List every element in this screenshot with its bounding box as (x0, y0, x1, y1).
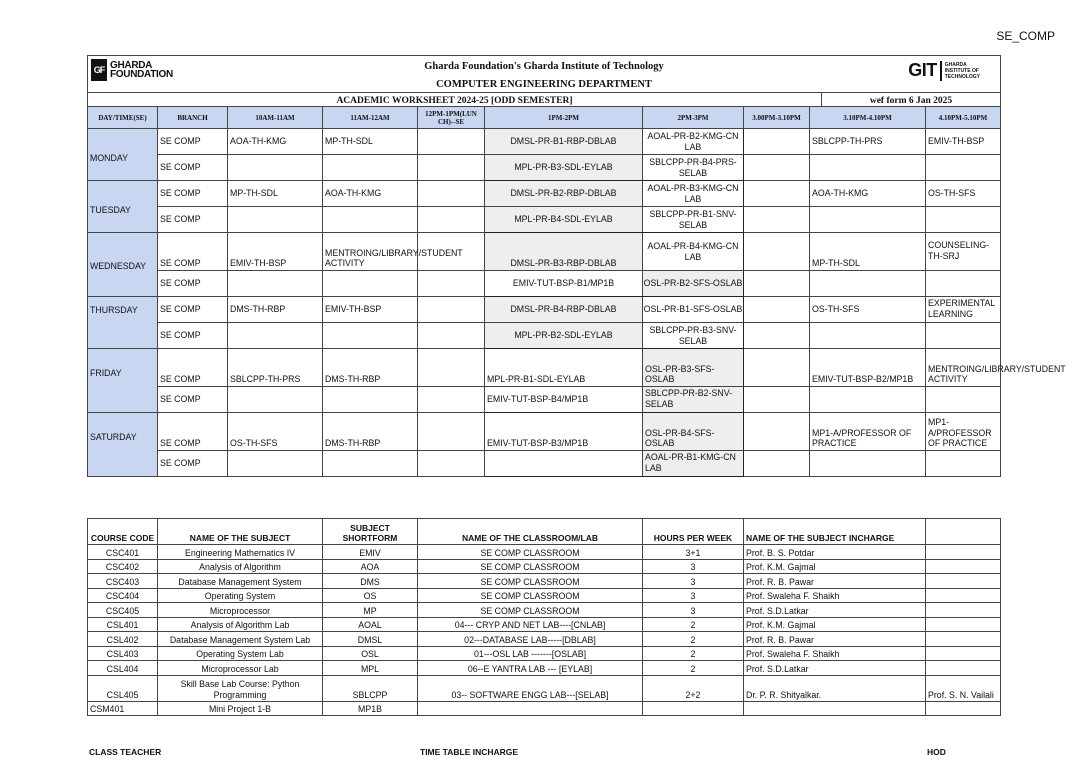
slot-lunch (418, 387, 485, 413)
co-incharge (926, 661, 1001, 676)
course-code: CSC404 (88, 588, 158, 603)
classroom: SE COMP CLASSROOM (418, 588, 643, 603)
classroom: 03-- SOFTWARE ENGG LAB---[SELAB] (418, 675, 643, 701)
slot-lunch (418, 413, 485, 451)
subject-name: Database Management System (158, 574, 323, 589)
wef-date: wef form 6 Jan 2025 (822, 93, 1001, 109)
slot-310pm (810, 323, 926, 349)
table-row (88, 323, 1001, 349)
slot-410pm (926, 451, 1001, 477)
slot-410pm: EMIV-TH-BSP (926, 129, 1001, 155)
co-incharge (926, 588, 1001, 603)
subject-name: Database Management System Lab (158, 632, 323, 647)
subject-name: Operating System (158, 588, 323, 603)
slot-11am: MENTROING/LIBRARY/STUDENT ACTIVITY (323, 233, 418, 271)
slot-310pm: AOA-TH-KMG (810, 181, 926, 207)
slot-1pm: DMSL-PR-B1-RBP-DBLAB (485, 129, 643, 155)
table-row (88, 129, 1001, 155)
slot-break (744, 413, 810, 451)
slot-break (744, 155, 810, 181)
slot-break (744, 233, 810, 271)
department-name: COMPUTER ENGINEERING DEPARTMENT (436, 79, 652, 90)
slot-lunch (418, 297, 485, 323)
slot-2pm: AOAL-PR-B4-KMG-CN LAB (643, 233, 744, 271)
day-cell (88, 181, 158, 233)
co-incharge (926, 559, 1001, 574)
slot-10am: OS-TH-SFS (228, 413, 323, 451)
slot-11am (323, 155, 418, 181)
hours-per-week: 2 (643, 646, 744, 661)
col-11am: 11AM-12AM (323, 107, 418, 129)
subject-name: Skill Base Lab Course: Python Programming (158, 675, 323, 701)
slot-2pm: OSL-PR-B1-SFS-OSLAB (643, 297, 744, 323)
hours-per-week (643, 701, 744, 716)
slot-lunch (418, 207, 485, 233)
slot-10am (228, 207, 323, 233)
slot-11am: AOA-TH-KMG (323, 181, 418, 207)
logo-right-line2: INSTITUTE OF (944, 67, 979, 74)
slot-1pm: EMIV-TUT-BSP-B3/MP1B (485, 413, 643, 451)
slot-lunch (418, 451, 485, 477)
subject-shortform: EMIV (323, 545, 418, 560)
gf-logo-mark: GF (91, 59, 107, 81)
course-code: CSL402 (88, 632, 158, 647)
classroom: SE COMP CLASSROOM (418, 559, 643, 574)
timetable (87, 106, 1066, 477)
subject-shortform: DMS (323, 574, 418, 589)
slot-10am (228, 387, 323, 413)
slot-410pm (926, 387, 1001, 413)
logo-left-line2: FOUNDATION (110, 69, 173, 80)
slot-410pm: COUNSELING-TH-SRJ (926, 233, 1001, 271)
hours-per-week: 3 (643, 574, 744, 589)
table-row (88, 559, 1001, 574)
table-row (88, 155, 1001, 181)
slot-11am (323, 451, 418, 477)
table-row (88, 233, 1001, 271)
slot-310pm: MP-TH-SDL (810, 233, 926, 271)
table-row (88, 387, 1001, 413)
slot-1pm: EMIV-TUT-BSP-B4/MP1B (485, 387, 643, 413)
slot-10am: AOA-TH-KMG (228, 129, 323, 155)
subject-incharge: Prof. K.M. Gajmal (744, 559, 926, 574)
table-row (88, 603, 1001, 618)
subject-name: Operating System Lab (158, 646, 323, 661)
table-row (88, 588, 1001, 603)
co-incharge (926, 545, 1001, 560)
slot-10am: DMS-TH-RBP (228, 297, 323, 323)
slot-10am (228, 271, 323, 297)
table-row (88, 181, 1001, 207)
slot-310pm (810, 207, 926, 233)
slot-11am: DMS-TH-RBP (323, 349, 418, 387)
timetable-incharge-signature: TIME TABLE INCHARGE (420, 747, 519, 757)
subject-name: Analysis of Algorithm (158, 559, 323, 574)
subject-incharge: Prof. R. B. Pawar (744, 632, 926, 647)
course-code: CSC401 (88, 545, 158, 560)
table-row (88, 413, 1001, 451)
slot-1pm: DMSL-PR-B3-RBP-DBLAB (485, 233, 643, 271)
timetable-header-row (88, 107, 1001, 129)
branch-cell: SE COMP (158, 207, 228, 233)
branch-cell: SE COMP (158, 181, 228, 207)
col-410pm: 4.10PM-5.10PM (926, 107, 1001, 129)
subject-shortform: OS (323, 588, 418, 603)
subject-shortform: AOAL (323, 617, 418, 632)
day-cell (88, 233, 158, 297)
slot-310pm: EMIV-TUT-BSP-B2/MP1B (810, 349, 926, 387)
slot-break (744, 323, 810, 349)
slot-break (744, 387, 810, 413)
worksheet-title: ACADEMIC WORKSHEET 2024-25 [ODD SEMESTER] (88, 93, 822, 109)
table-row (88, 661, 1001, 676)
slot-310pm (810, 155, 926, 181)
table-row (88, 297, 1001, 323)
slot-1pm: MPL-PR-B1-SDL-EYLAB (485, 349, 643, 387)
slot-310pm: OS-TH-SFS (810, 297, 926, 323)
subject-incharge: Prof. S.D.Latkar (744, 661, 926, 676)
branch-cell: SE COMP (158, 155, 228, 181)
subject-name: Microprocessor (158, 603, 323, 618)
slot-lunch (418, 323, 485, 349)
slot-310pm (810, 271, 926, 297)
subject-incharge: Prof. R. B. Pawar (744, 574, 926, 589)
table-row (88, 349, 1001, 387)
slot-break (744, 271, 810, 297)
subject-name: Analysis of Algorithm Lab (158, 617, 323, 632)
branch-cell: SE COMP (158, 349, 228, 387)
branch-cell: SE COMP (158, 297, 228, 323)
col-classroom: NAME OF THE CLASSROOM/LAB (418, 519, 643, 545)
subject-name: Mini Project 1-B (158, 701, 323, 716)
slot-2pm: OSL-PR-B4-SFS-OSLAB (643, 413, 744, 451)
co-incharge (926, 632, 1001, 647)
slot-break (744, 297, 810, 323)
slot-410pm: OS-TH-SFS (926, 181, 1001, 207)
col-310pm: 3.10PM-4.10PM (810, 107, 926, 129)
slot-10am (228, 451, 323, 477)
classroom: 04--- CRYP AND NET LAB----[CNLAB] (418, 617, 643, 632)
subject-incharge: Prof. K.M. Gajmal (744, 617, 926, 632)
col-incharge: NAME OF THE SUBJECT INCHARGE (744, 519, 926, 545)
col-subject-name: NAME OF THE SUBJECT (158, 519, 323, 545)
co-incharge (926, 701, 1001, 716)
course-code: CSM401 (88, 701, 158, 716)
slot-10am: MP-TH-SDL (228, 181, 323, 207)
day-cell (88, 129, 158, 181)
classroom: SE COMP CLASSROOM (418, 603, 643, 618)
slot-lunch (418, 155, 485, 181)
logo-divider (940, 61, 942, 81)
table-row (88, 574, 1001, 589)
slot-410pm: MP1-A/PROFESSOR OF PRACTICE (926, 413, 1001, 451)
slot-11am (323, 387, 418, 413)
course-code: CSC405 (88, 603, 158, 618)
slot-2pm: SBLCPP-PR-B4-PRS-SELAB (643, 155, 744, 181)
co-incharge (926, 646, 1001, 661)
slot-410pm (926, 207, 1001, 233)
co-incharge: Prof. S. N. Vailali (926, 675, 1001, 701)
table-row (88, 701, 1001, 716)
slot-2pm: OSL-PR-B3-SFS-OSLAB (643, 349, 744, 387)
co-incharge (926, 574, 1001, 589)
course-table (87, 518, 1001, 716)
slot-lunch (418, 271, 485, 297)
slot-2pm: OSL-PR-B2-SFS-OSLAB (643, 271, 744, 297)
course-code: CSL403 (88, 646, 158, 661)
slot-1pm: MPL-PR-B3-SDL-EYLAB (485, 155, 643, 181)
hours-per-week: 3 (643, 559, 744, 574)
class-teacher-signature: CLASS TEACHER (89, 747, 162, 757)
slot-11am (323, 207, 418, 233)
slot-2pm: SBLCPP-PR-B1-SNV-SELAB (643, 207, 744, 233)
hours-per-week: 3 (643, 588, 744, 603)
subject-shortform: AOA (323, 559, 418, 574)
slot-2pm: SBLCPP-PR-B2-SNV-SELAB (643, 387, 744, 413)
col-1pm: 1PM-2PM (485, 107, 643, 129)
col-subject-shortform: SUBJECT SHORTFORM (323, 519, 418, 545)
slot-11am: EMIV-TH-BSP (323, 297, 418, 323)
classroom: 02---DATABASE LAB-----[DBLAB] (418, 632, 643, 647)
slot-10am: EMIV-TH-BSP (228, 233, 323, 271)
institute-title-cell (88, 56, 1001, 80)
table-row (88, 632, 1001, 647)
logo-left-line1: GHARDA (110, 60, 153, 71)
subject-incharge (744, 701, 926, 716)
table-row (88, 451, 1001, 477)
day-label: TUESDAY (90, 204, 131, 215)
day-cell (88, 413, 158, 477)
slot-1pm (485, 451, 643, 477)
col-break: 3.00PM-3.10PM (744, 107, 810, 129)
slot-310pm: MP1-A/PROFESSOR OF PRACTICE (810, 413, 926, 451)
subject-incharge: Dr. P. R. Shityalkar. (744, 675, 926, 701)
col-2pm: 2PM-3PM (643, 107, 744, 129)
day-label: MONDAY (90, 153, 128, 164)
slot-2pm: AOAL-PR-B2-KMG-CN LAB (643, 129, 744, 155)
classroom: 06--E YANTRA LAB --- [EYLAB] (418, 661, 643, 676)
day-label: SATURDAY (90, 432, 137, 443)
subject-shortform: OSL (323, 646, 418, 661)
table-row (88, 207, 1001, 233)
subject-incharge: Prof. B. S. Potdar (744, 545, 926, 560)
branch-cell: SE COMP (158, 387, 228, 413)
classroom (418, 701, 643, 716)
branch-cell: SE COMP (158, 271, 228, 297)
slot-1pm: EMIV-TUT-BSP-B1/MP1B (485, 271, 643, 297)
classroom: SE COMP CLASSROOM (418, 574, 643, 589)
slot-lunch (418, 349, 485, 387)
day-label: WEDNESDAY (90, 261, 147, 272)
col-extra (926, 519, 1001, 545)
course-code: CSL401 (88, 617, 158, 632)
subject-name: Microprocessor Lab (158, 661, 323, 676)
slot-break (744, 451, 810, 477)
document-tag: SE_COMP (996, 29, 1055, 43)
hours-per-week: 2 (643, 617, 744, 632)
logo-right-line3: TECHNOLOGY (944, 73, 981, 80)
slot-11am: DMS-TH-RBP (323, 413, 418, 451)
slot-2pm: AOAL-PR-B1-KMG-CN LAB (643, 451, 744, 477)
branch-cell: SE COMP (158, 413, 228, 451)
course-code: CSC403 (88, 574, 158, 589)
col-lunch: 12PM-1PM(LUN CH)--SE (418, 107, 485, 129)
subject-incharge: Prof. S.D.Latkar (744, 603, 926, 618)
branch-cell: SE COMP (158, 233, 228, 271)
course-header-row (88, 519, 1001, 545)
subject-name: Engineering Mathematics IV (158, 545, 323, 560)
col-course-code: COURSE CODE (88, 519, 158, 545)
table-row (88, 646, 1001, 661)
slot-1pm: DMSL-PR-B4-RBP-DBLAB (485, 297, 643, 323)
co-incharge (926, 617, 1001, 632)
branch-cell: SE COMP (158, 129, 228, 155)
col-branch: BRANCH (158, 107, 228, 129)
course-code: CSL404 (88, 661, 158, 676)
slot-410pm (926, 155, 1001, 181)
slot-410pm: EXPERIMENTAL LEARNING (926, 297, 1001, 323)
slot-11am (323, 271, 418, 297)
slot-10am: SBLCPP-TH-PRS (228, 349, 323, 387)
gharda-foundation-logo (91, 59, 173, 81)
branch-cell: SE COMP (158, 323, 228, 349)
slot-2pm: AOAL-PR-B3-KMG-CN LAB (643, 181, 744, 207)
slot-310pm: SBLCPP-TH-PRS (810, 129, 926, 155)
slot-lunch (418, 181, 485, 207)
course-code: CSL405 (88, 675, 158, 701)
slot-break (744, 129, 810, 155)
col-10am: 10AM-11AM (228, 107, 323, 129)
git-logo (908, 60, 980, 81)
slot-1pm: DMSL-PR-B2-RBP-DBLAB (485, 181, 643, 207)
subject-shortform: DMSL (323, 632, 418, 647)
classroom: SE COMP CLASSROOM (418, 545, 643, 560)
slot-410pm (926, 271, 1001, 297)
hours-per-week: 2 (643, 632, 744, 647)
table-row (88, 617, 1001, 632)
hod-signature: HOD (927, 747, 946, 757)
hours-per-week: 2 (643, 661, 744, 676)
day-cell (88, 297, 158, 349)
hours-per-week: 3 (643, 603, 744, 618)
co-incharge (926, 603, 1001, 618)
slot-break (744, 207, 810, 233)
slot-10am (228, 155, 323, 181)
slot-10am (228, 323, 323, 349)
slot-break (744, 349, 810, 387)
branch-cell: SE COMP (158, 451, 228, 477)
worksheet-header (87, 55, 1001, 109)
hours-per-week: 2+2 (643, 675, 744, 701)
slot-1pm: MPL-PR-B4-SDL-EYLAB (485, 207, 643, 233)
slot-11am: MP-TH-SDL (323, 129, 418, 155)
slot-2pm: SBLCPP-PR-B3-SNV-SELAB (643, 323, 744, 349)
day-cell (88, 349, 158, 413)
subject-shortform: MPL (323, 661, 418, 676)
subject-shortform: MP1B (323, 701, 418, 716)
table-row (88, 675, 1001, 701)
classroom: 01---OSL LAB -------[OSLAB] (418, 646, 643, 661)
slot-310pm (810, 387, 926, 413)
table-row (88, 545, 1001, 560)
slot-lunch (418, 129, 485, 155)
col-hours: HOURS PER WEEK (643, 519, 744, 545)
subject-shortform: SBLCPP (323, 675, 418, 701)
day-label: FRIDAY (90, 368, 122, 379)
hours-per-week: 3+1 (643, 545, 744, 560)
institute-name: Gharda Foundation's Gharda Institute of Technology (424, 61, 664, 72)
slot-1pm: MPL-PR-B2-SDL-EYLAB (485, 323, 643, 349)
slot-310pm (810, 451, 926, 477)
subject-incharge: Prof. Swaleha F. Shaikh (744, 646, 926, 661)
slot-410pm: MENTROING/LIBRARY/STUDENT ACTIVITY (926, 349, 1001, 387)
table-row (88, 271, 1001, 297)
subject-incharge: Prof. Swaleha F. Shaikh (744, 588, 926, 603)
git-logo-mark: GIT (908, 60, 937, 80)
col-day-time: DAY/TIME(SE) (88, 107, 158, 129)
day-label: THURSDAY (90, 305, 138, 316)
slot-410pm (926, 323, 1001, 349)
subject-shortform: MP (323, 603, 418, 618)
logo-right-line1: GHARDA (944, 61, 967, 68)
slot-11am (323, 323, 418, 349)
course-code: CSC402 (88, 559, 158, 574)
slot-break (744, 181, 810, 207)
